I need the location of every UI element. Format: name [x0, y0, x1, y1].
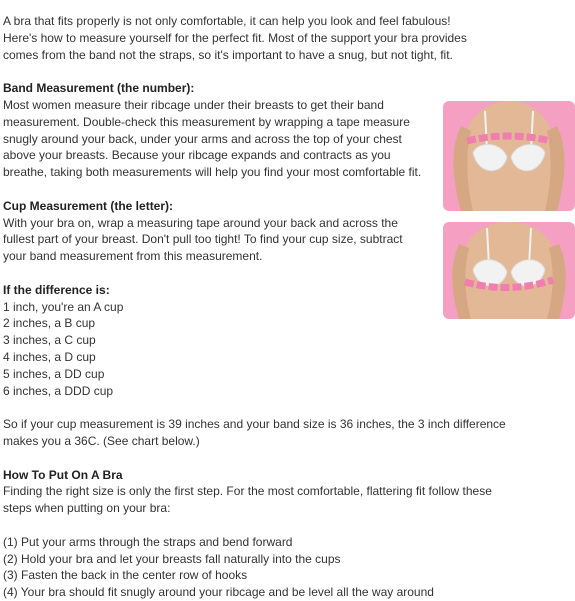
- step-item: (4) Your bra should fit snugly around your ribcage and be level all the way around: [3, 585, 434, 600]
- band-heading: Band Measurement (the number):: [3, 81, 195, 96]
- intro-line: Here's how to measure yourself for the perfect fit. Most of the support your bra provides: [3, 30, 467, 45]
- put-on-section: [3, 467, 573, 601]
- difference-item: 4 inches, a D cup: [3, 349, 96, 364]
- intro-paragraph: [3, 13, 573, 63]
- example-line: makes you a 36C. (See chart below.): [3, 433, 200, 448]
- band-line: above your breasts. Because your ribcage expands and contracts as you: [3, 148, 391, 163]
- band-measurement-photo: [443, 101, 575, 211]
- band-line: snugly around your back, under your arms and across the top of your chest: [3, 131, 402, 146]
- intro-line: comes from the band not the straps, so it's important to have a snug, but not tight, fit.: [3, 47, 453, 62]
- step-item: (3) Fasten the back in the center row of hooks: [3, 568, 248, 583]
- step-item: (1) Put your arms through the straps and bend forward: [3, 534, 293, 549]
- cup-line: With your bra on, wrap a measuring tape around your back and across the: [3, 215, 398, 230]
- put-on-line: Finding the right size is only the first step. For the most comfortable, flattering fit follow these: [3, 484, 492, 499]
- band-line: measurement. Double-check this measurement by wrapping a tape measure: [3, 114, 410, 129]
- example-line: So if your cup measurement is 39 inches and your band size is 36 inches, the 3 inch difference: [3, 417, 506, 432]
- difference-item: 6 inches, a DDD cup: [3, 383, 114, 398]
- cup-line: your band measurement from this measurement.: [3, 249, 263, 264]
- difference-item: 3 inches, a C cup: [3, 333, 96, 348]
- example-paragraph: [3, 416, 573, 450]
- band-line: Most women measure their ribcage under their breasts to get their band: [3, 97, 384, 112]
- step-item: (2) Hold your bra and let your breasts fall naturally into the cups: [3, 551, 341, 566]
- band-measurement-illustration: [443, 101, 575, 211]
- cup-measurement-photo: [443, 222, 575, 319]
- band-line: breathe, taking both measurements will help you find your most comfortable fit.: [3, 165, 422, 180]
- intro-line: A bra that fits properly is not only comfortable, it can help you look and feel fabulous!: [3, 14, 451, 28]
- cup-heading: Cup Measurement (the letter):: [3, 198, 174, 213]
- difference-item: 2 inches, a B cup: [3, 316, 96, 331]
- put-on-heading: How To Put On A Bra: [3, 467, 123, 482]
- difference-item: 1 inch, you're an A cup: [3, 299, 124, 314]
- difference-item: 5 inches, a DD cup: [3, 366, 105, 381]
- difference-heading: If the difference is:: [3, 282, 110, 297]
- cup-measurement-illustration: [443, 222, 575, 319]
- put-on-line: steps when putting on your bra:: [3, 501, 171, 516]
- cup-line: fullest part of your breast. Don't pull too tight! To find your cup size, subtract: [3, 232, 403, 247]
